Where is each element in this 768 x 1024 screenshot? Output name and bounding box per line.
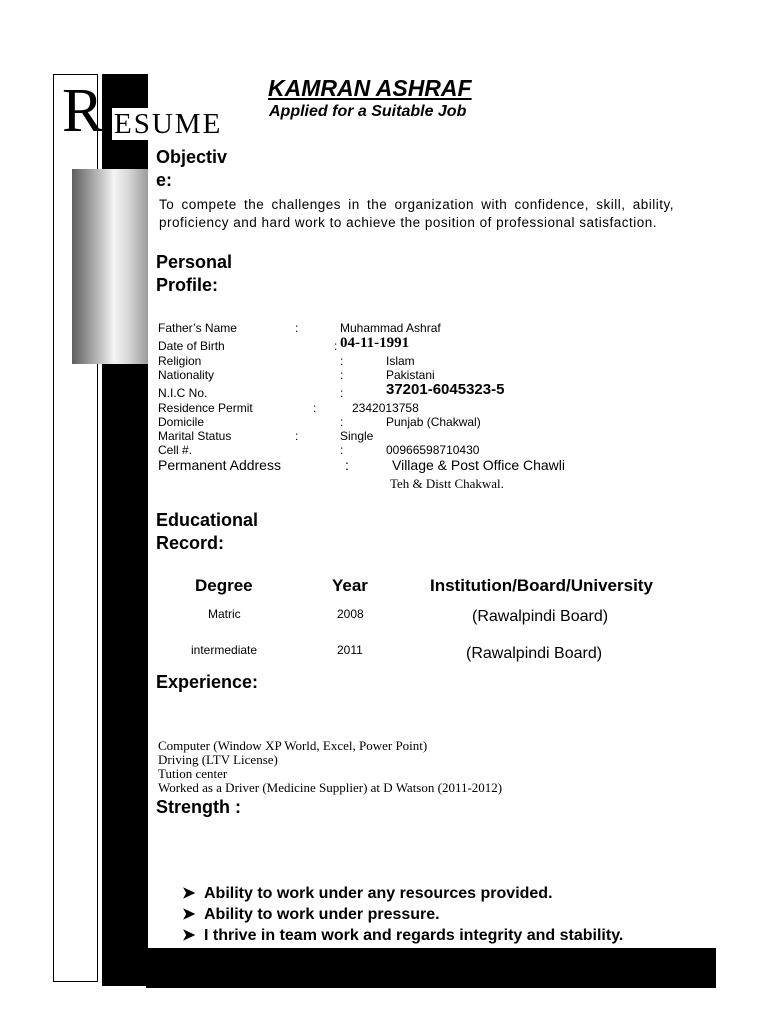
profile-label: Nationality [158, 368, 215, 382]
profile-value: 04-11-1991 [340, 335, 410, 351]
arrow-bullet-icon: ➤ [182, 885, 196, 902]
candidate-name: KAMRAN ASHRAF [268, 75, 472, 101]
table-cell-degree: Matric [208, 607, 241, 621]
applied-for: Applied for a Suitable Job [269, 103, 467, 120]
column-header-institution: Institution/Board/University [430, 576, 653, 595]
profile-value: 00966598710430 [386, 443, 480, 457]
bottom-black-bar [146, 948, 716, 988]
profile-value: Pakistani [386, 368, 435, 382]
gradient-decoration [72, 169, 148, 364]
experience-item: Worked as a Driver (Medicine Supplier) at D Watson (2011-2012) [158, 780, 503, 795]
table-cell-year: 2011 [337, 643, 363, 657]
profile-separator: : [340, 354, 344, 368]
profile-label: Father’s Name [158, 321, 237, 335]
profile-label: Domicile [158, 415, 205, 429]
profile-separator: : [295, 429, 299, 443]
profile-separator: : [334, 339, 338, 353]
profile-separator: : [313, 401, 317, 415]
resume-title: ESUME [114, 108, 223, 140]
profile-separator: : [295, 321, 299, 335]
profile-separator: : [340, 443, 344, 457]
profile-value: Single [340, 429, 374, 443]
profile-label: Cell #. [158, 443, 193, 457]
profile-separator: : [340, 368, 344, 382]
objective-heading [156, 146, 227, 192]
strength-text: Ability to work under pressure. [204, 906, 440, 923]
objective-heading-line1: Objectiv [156, 147, 228, 167]
resume-initial: R [62, 77, 104, 145]
personal-heading-line1: Personal [156, 252, 233, 272]
strength-text: Ability to work under any resources provided. [204, 885, 553, 902]
column-header-year: Year [332, 576, 368, 595]
profile-value-line2: Teh & Distt Chakwal. [390, 476, 504, 491]
education-heading [156, 509, 258, 555]
strength-item [182, 925, 623, 945]
table-cell-board: (Rawalpindi Board) [472, 608, 609, 625]
personal-heading-line2: Profile: [156, 275, 219, 295]
experience-item: Tution center [158, 766, 228, 781]
profile-value: Islam [386, 354, 415, 368]
profile-value: 2342013758 [352, 401, 419, 415]
strength-text: I thrive in team work and regards integrity and stability. [204, 927, 624, 944]
arrow-bullet-icon: ➤ [182, 927, 196, 944]
experience-item: Computer (Window XP World, Excel, Power Point) [158, 738, 428, 753]
objective-text: To compete the challenges in the organization with confidence, skill, ability, proficiency and hard work to achieve the position of professional satisfaction. [159, 197, 674, 230]
objective-heading-line2: e: [156, 170, 173, 190]
profile-value: 37201-6045323-5 [386, 381, 505, 398]
experience-item: Driving (LTV License) [158, 752, 278, 767]
profile-value: Punjab (Chakwal) [386, 415, 481, 429]
education-heading-line1: Educational [156, 510, 259, 530]
profile-separator: : [340, 386, 344, 400]
arrow-bullet-icon: ➤ [182, 906, 196, 923]
table-cell-board: (Rawalpindi Board) [466, 645, 603, 662]
strength-item [182, 883, 553, 903]
strength-item [182, 904, 440, 924]
profile-label: Residence Permit [158, 401, 253, 415]
profile-separator: : [345, 457, 349, 473]
profile-label: Religion [158, 354, 202, 368]
profile-value: Village & Post Office Chawli [392, 457, 566, 473]
strength-heading: Strength : [156, 797, 241, 817]
column-header-degree: Degree [195, 576, 253, 595]
profile-label: Permanent Address [158, 457, 281, 473]
experience-heading: Experience: [156, 672, 259, 692]
profile-label: Date of Birth [158, 339, 225, 353]
profile-label: Marital Status [158, 429, 232, 443]
profile-label: N.I.C No. [158, 386, 208, 400]
table-cell-year: 2008 [337, 607, 364, 621]
profile-separator: : [340, 415, 344, 429]
personal-profile-heading [156, 251, 232, 297]
table-cell-degree: intermediate [191, 643, 258, 657]
profile-value: Muhammad Ashraf [340, 321, 441, 335]
education-heading-line2: Record: [156, 533, 225, 553]
